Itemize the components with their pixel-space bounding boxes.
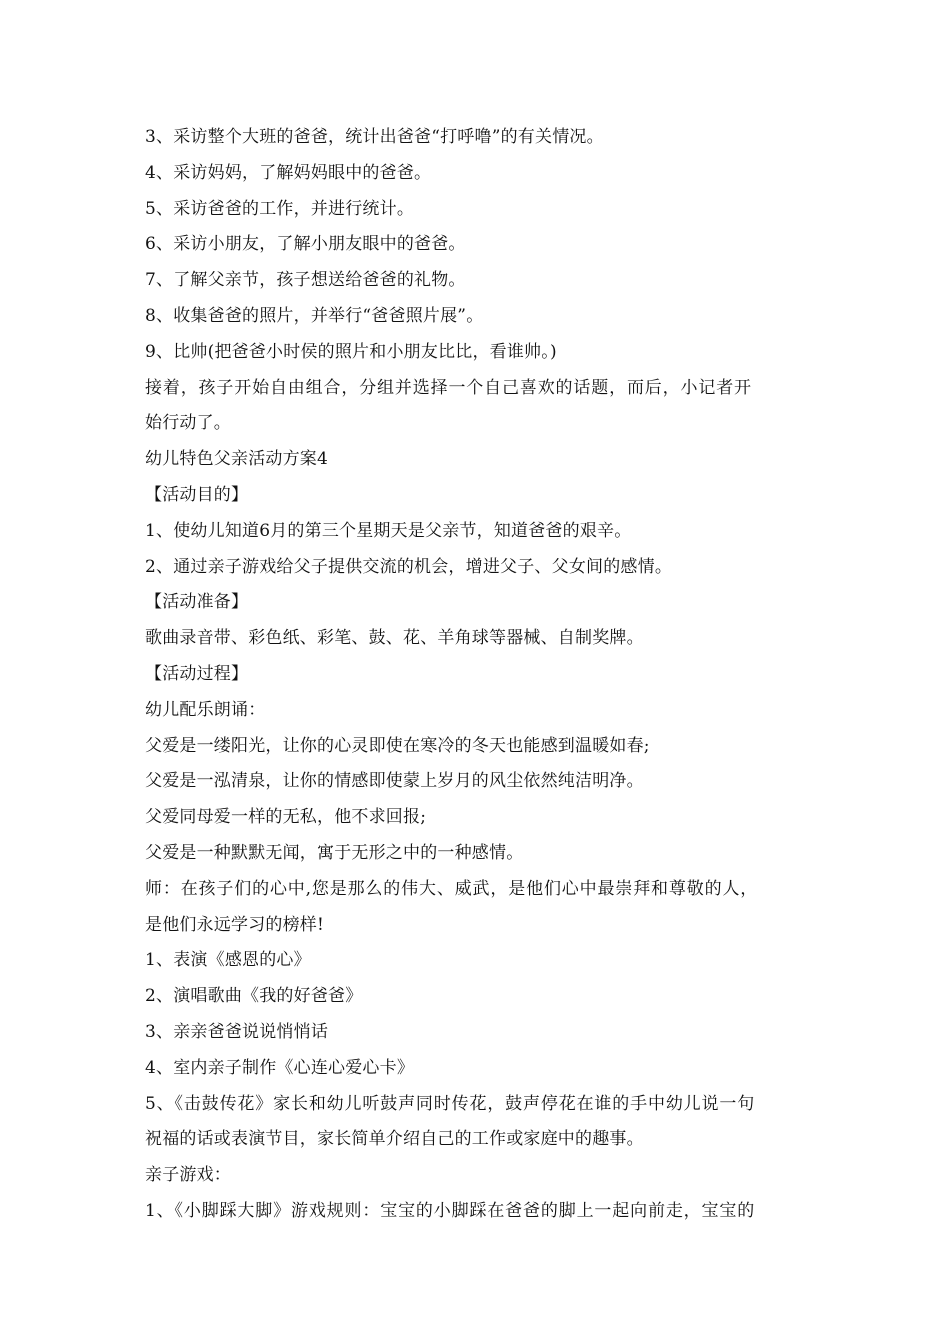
subsection-heading: 【活动过程】 [145,663,249,684]
text-line: 5、《击鼓传花》家长和幼儿听鼓声同时传花，鼓声停花在谁的手中幼儿说一句 [145,1093,756,1114]
text-line: 父爱是一种默默无闻，寓于无形之中的一种感情。 [145,842,524,863]
section-heading: 幼儿特色父亲活动方案4 [145,449,329,470]
text-line: 歌曲录音带、彩色纸、彩笔、鼓、花、羊角球等器械、自制奖牌。 [145,628,644,649]
text-line: 4、采访妈妈，了解妈妈眼中的爸爸。 [145,162,432,183]
text-line: 8、收集爸爸的照片，并举行“爸爸照片展”。 [145,305,484,326]
text-line: 父爱是一缕阳光，让你的心灵即使在寒冷的冬天也能感到温暖如春; [145,735,650,756]
text-line: 父爱同母爱一样的无私，他不求回报; [145,807,427,828]
text-line: 2、演唱歌曲《我的好爸爸》 [145,986,363,1007]
text-line: 1、使幼儿知道6月的第三个星期天是父亲节，知道爸爸的艰辛。 [145,520,632,541]
text-line: 4、室内亲子制作《心连心爱心卡》 [145,1057,415,1078]
text-line: 9、比帅(把爸爸小时侯的照片和小朋友比比，看谁帅。) [145,341,557,362]
text-line: 7、了解父亲节，孩子想送给爸爸的礼物。 [145,270,466,291]
text-line: 是他们永远学习的榜样! [145,914,325,935]
text-line: 始行动了。 [145,413,231,434]
text-line: 接着，孩子开始自由组合，分组并选择一个自己喜欢的话题，而后，小记者开 [145,377,752,398]
text-line: 幼儿配乐朗诵： [145,699,266,720]
text-line: 祝福的话或表演节目，家长简单介绍自己的工作或家庭中的趣事。 [145,1129,644,1150]
document-body [145,120,810,1230]
text-line: 3、亲亲爸爸说说悄悄话 [145,1021,329,1042]
subsection-heading: 【活动准备】 [145,592,249,613]
text-line: 5、采访爸爸的工作，并进行统计。 [145,198,415,219]
text-line: 亲子游戏： [145,1165,231,1186]
subsection-heading: 【活动目的】 [145,484,249,505]
text-line: 1、表演《感恩的心》 [145,950,311,971]
text-line: 父爱是一泓清泉，让你的情感即使蒙上岁月的风尘依然纯洁明净。 [145,771,644,792]
text-line: 3、采访整个大班的爸爸，统计出爸爸“打呼噜”的有关情况。 [145,127,604,147]
text-line: 1、《小脚踩大脚》游戏规则：宝宝的小脚踩在爸爸的脚上一起向前走，宝宝的 [145,1200,756,1221]
text-line: 2、通过亲子游戏给父子提供交流的机会，增进父子、父女间的感情。 [145,556,673,577]
text-line: 师：在孩子们的心中,您是那么的伟大、威武，是他们心中最崇拜和尊敬的人， [145,878,759,899]
text-line: 6、采访小朋友，了解小朋友眼中的爸爸。 [145,234,466,255]
